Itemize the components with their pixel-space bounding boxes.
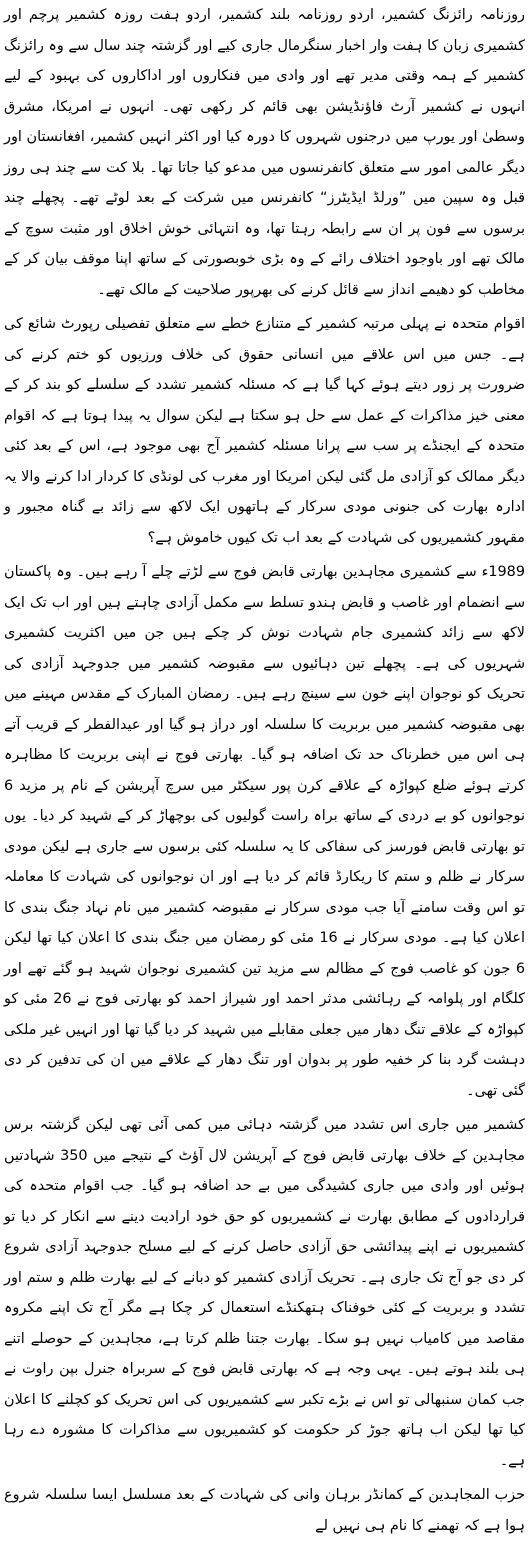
paragraph-violence-escalation: کشمیر میں جاری اس تشدد میں گزشتہ دہائی میں کمی آئی تھی لیکن گزشتہ برس مجاہدین کے خلاف بھارتی قابض فوج کے آپریشن لال آؤٹ کے نتیجے میں 350 شہادتیں ہوئیں اور وادی میں جاری کشیدگی میں بے حد اضافہ ہو گیا۔ جب اقوام متحدہ کی قراردادوں کے مطابق بھارت نے کشمیریوں کو حق خود ارادیت دینے سے انکار کر دیا تو کشمیریوں نے اپنے پیدائشی حق آزادی حاصل کرنے کے لیے مسلح جدوجہد آزادی شروع کر دی جو آج تک جاری ہے۔ تحریک آزادی کشمیر کو دبانے کے لیے بھارت ظلم و ستم اور تشدد و بربریت کے کئی خوفناک ہتھکنڈے استعمال کر چکا ہے مگر آج تک اپنے مکروہ مقاصد میں کامیاب نہیں ہو سکا۔ بھارت جتنا ظلم کرتا ہے، مجاہدین کے حوصلے اتنے ہی بلند ہوتے ہیں۔ یہی وجہ ہے کہ بھارتی قابض فوج کے سربراہ جنرل بپن راوت نے جب کمان سنبھالی تو اس نے بڑے تکبر سے کشمیریوں کی اس تحریک کو کچلنے کا اعلان کیا تھا لیکن اب ہاتھ جوڑ کر حکومت کو کشمیریوں سے مذاکرات کا مشورہ دے رہا ہے۔	[4, 1117, 525, 1469]
paragraph-burhan-wani: حزب المجاہدین کے کمانڈر برہان وانی کی شہادت کے بعد مسلسل ایسا سلسلہ شروع ہوا ہے کہ تھمنے کا نام ہی نہیں لے	[4, 1487, 525, 1534]
paragraph-un-report: اقوام متحدہ نے پہلی مرتبہ کشمیر کے متنازع خطے سے متعلق تفصیلی رپورٹ شائع کی ہے۔ جس میں اس علاقے میں انسانی حقوق کی خلاف ورزیوں کو ختم کرنے کی ضرورت پر زور دیتے ہوئے کہا گیا ہے کہ مسئلہ کشمیر تشدد کے سلسلے کو بند کر کے معنی خیز مذاکرات کے عمل سے حل ہو سکتا ہے لیکن سوال یہ پیدا ہوتا ہے کہ اقوام متحدہ کے ایجنڈے پر سب سے پرانا مسئلہ کشمیر آج بھی موجود ہے، اس کے بعد کئی دیگر ممالک کو آزادی مل گئی لیکن امریکا اور مغرب کی لونڈی کا کردار ادا کرنے والا یہ ادارہ بھارت کی جنونی مودی سرکار کے ہاتھوں ایک لاکھ سے زائد بے گناہ مجبور و مقہور کشمیریوں کی شہادت کے بعد اب تک کیوں خاموش ہے؟	[4, 316, 525, 546]
paragraph-journalist-profile: روزنامہ رائزنگ کشمیر، اردو روزنامہ بلند کشمیر، اردو ہفت روزہ کشمیر پرچم اور کشمیری زبان کا ہفت وار اخبار سنگرمال جاری کیے اور گزشتہ چند سال سے وہ رائزنگ کشمیر کے ہمہ وقتی مدیر تھے اور وادی میں فنکاروں اور اداکاروں کی بہبود کے لیے انہوں نے کشمیر آرٹ فاؤنڈیشن بھی قائم کر رکھی تھی۔ انہوں نے امریکا، مشرق وسطیٰ اور یورپ میں درجنوں شہروں کا دورہ کیا اور اکثر انہیں کشمیر، افغانستان اور دیگر عالمی امور سے متعلق کانفرنسوں میں مدعو کیا جاتا تھا۔ بلا کت سے چند ہی روز قبل وہ سپین میں ”ورلڈ ایڈیٹرز“ کانفرنس میں شرکت کے بعد لوٹے تھے۔ پچھلے چند برسوں سے فون پر ان سے رابطہ رہتا تھا، وہ انتہائی خوش اخلاق اور مثبت سوچ کے مالک تھے اور باوجود اختلاف رائے کے وہ بڑی خوبصورتی کے ساتھ اپنا موقف بیان کر کے مخاطب کو دھیمے انداز سے قائل کرنے کی بھرپور صلاحیت کے مالک تھے۔	[4, 7, 525, 298]
paragraph-freedom-struggle: 1989ء سے کشمیری مجاہدین بھارتی قابض فوج سے لڑتے چلے آ رہے ہیں۔ وہ پاکستان سے انضمام اور غاصب و قابض ہندو تسلط سے مکمل آزادی چاہتے ہیں اور اب تک ایک لاکھ سے زائد کشمیری جام شہادت نوش کر چکے ہیں جن میں اکثریت کشمیری شہریوں کی ہے۔ پچھلے تین دہائیوں سے مقبوضہ کشمیر میں جدوجہد آزادی کی تحریک کو نوجوان اپنے خون سے سینچ رہے ہیں۔ رمضان المبارک کے مقدس مہینے میں بھی مقبوضہ کشمیر میں بربریت کا سلسلہ اور دراز ہو گیا اور عیدالفطر کے قریب آتے ہی اس میں خطرناک حد تک اضافہ ہو گیا۔ بھارتی فوج نے اپنی بربریت کا مظاہرہ کرتے ہوئے ضلع کپواڑہ کے علاقے کرن پور سیکٹر میں سرچ آپریشن کے نام پر مزید 6 نوجوانوں کو بے دردی کے ساتھ براہ راست گولیوں کی بوچھاڑ کر کے شہید کر دیا۔ یوں تو بھارتی قابض فورسز کی سفاکی کا یہ سلسلہ کئی برسوں سے جاری ہے لیکن مودی سرکار نے ظلم و ستم کا ریکارڈ قائم کر دیا ہے اور ان نوجوانوں کی شہادت کا معاملہ تو اس وقت سامنے آیا جب مودی سرکار نے مقبوضہ کشمیر میں نام نہاد جنگ بندی کا اعلان کیا ہے۔ مودی سرکار نے 16 مئی کو رمضان میں جنگ بندی کا اعلان کیا تھا لیکن 6 جون کو غاصب فوج کے مظالم سے مزید تین کشمیری نوجوان شہید ہو گئے تھے اور کلگام اور پلوامہ کے رہائشی مدثر احمد اور شیراز احمد کو بھارتی فوج نے 26 مئی کو کپواڑہ کے علاقے تنگ دھار میں جعلی مقابلے میں شہید کر دیا گیا تھا اور انہیں غیر ملکی دہشت گرد بنا کر خفیہ طور پر بدوان اور تنگ دھار کے علاقے میں ان کی تدفین کر دی گئی تھی۔	[4, 564, 526, 1099]
